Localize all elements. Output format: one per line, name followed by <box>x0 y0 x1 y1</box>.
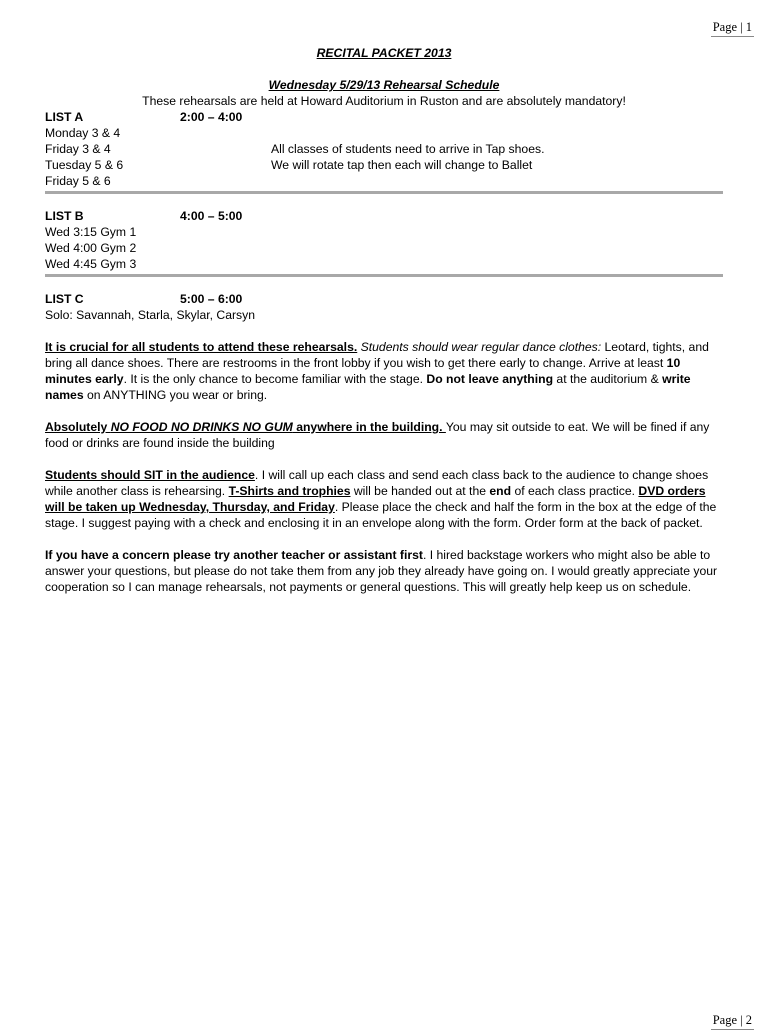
list-a-note: All classes of students need to arrive in Tap shoes. <box>271 142 545 156</box>
list-c-time: 5:00 – 6:00 <box>180 292 243 306</box>
list-a-time: 2:00 – 4:00 <box>180 110 243 124</box>
list-item: Friday 5 & 6 <box>45 174 111 188</box>
schedule-title: Wednesday 5/29/13 Rehearsal Schedule <box>268 78 500 92</box>
page-number-bottom: Page | 2 <box>711 1012 754 1030</box>
list-b-section <box>45 208 723 272</box>
list-item: Solo: Savannah, Starla, Skylar, Carsyn <box>45 308 256 322</box>
paragraph-concerns: If you have a concern please try another teacher or assistant first. I hired backstage workers who might also be able to answer your questions, but please do not take them from any job they already have going on. I would greatly appreciate your cooperation so I can manage rehearsals, not payments or general questions. This will greatly help keep us on schedule. <box>45 548 718 594</box>
page-number-top: Page | 1 <box>711 19 754 37</box>
list-item: Tuesday 5 & 6 <box>45 158 124 172</box>
list-c-section <box>45 291 723 323</box>
list-item: Friday 3 & 4 <box>45 142 111 156</box>
page-title: RECITAL PACKET 2013 <box>316 46 452 60</box>
list-b-time: 4:00 – 5:00 <box>180 209 243 223</box>
list-item: Wed 4:00 Gym 2 <box>45 241 137 255</box>
list-c-label: LIST C <box>45 292 84 306</box>
paragraph-food: Absolutely NO FOOD NO DRINKS NO GUM anywhere in the building. You may sit outside to eat. We will be fined if any food or drinks are found inside the building <box>45 420 710 450</box>
paragraph-attendance: It is crucial for all students to attend these rehearsals. Students should wear regular dance clothes: Leotard, tights, and bring all dance shoes. There are restrooms in the front lobby if you wish to get there early to change. Arrive at least 10 minutes early. It is the only chance to become familiar with the stage. Do not leave anything at the auditorium & write names on ANYTHING you wear or bring. <box>45 340 709 402</box>
paragraph-audience: Students should SIT in the audience. I will call up each class and send each class back to the audience to change shoes while another class is rehearsing. T-Shirts and trophies will be handed out at the end of each class practice. DVD orders will be taken up Wednesday, Thursday, and Friday. Please place the check and half the form in the box at the edge of the stage. I suggest paying with a check and enclosing it in an envelope along with the form. Order form at the back of packet. <box>45 468 717 530</box>
list-a-note: We will rotate tap then each will change to Ballet <box>271 158 533 172</box>
list-a-section <box>45 109 723 189</box>
document-body <box>45 45 723 595</box>
list-a-label: LIST A <box>45 110 84 124</box>
list-item: Monday 3 & 4 <box>45 126 121 140</box>
list-item: Wed 3:15 Gym 1 <box>45 225 137 239</box>
list-b-label: LIST B <box>45 209 84 223</box>
list-item: Wed 4:45 Gym 3 <box>45 257 137 271</box>
intro-text: These rehearsals are held at Howard Auditorium in Ruston and are absolutely mandatory! <box>142 94 626 108</box>
